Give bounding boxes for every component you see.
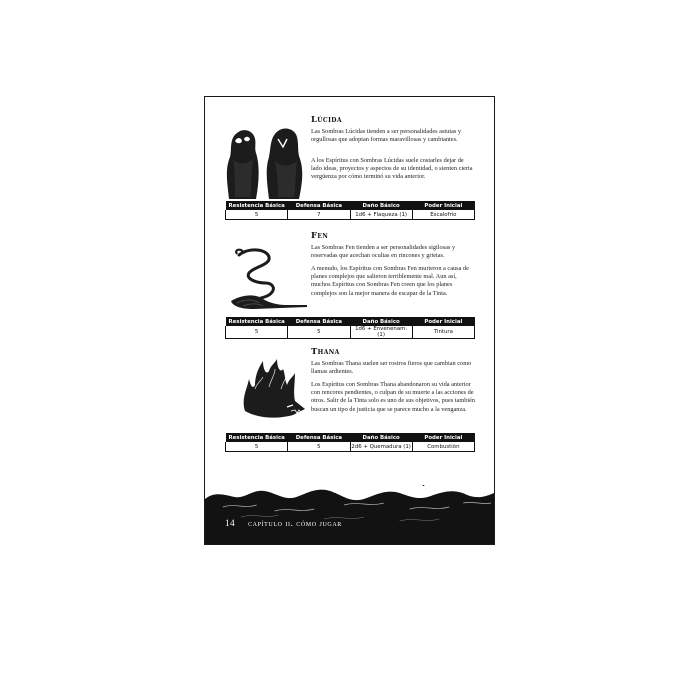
stat-value: Tintura xyxy=(412,326,474,339)
chapter-title: capítulo ii. cómo jugar xyxy=(248,518,342,528)
ink-wave-footer xyxy=(205,485,494,545)
coiled-serpent-illustration xyxy=(223,243,309,315)
book-page xyxy=(204,96,495,545)
page-footer xyxy=(225,518,342,528)
stats-table xyxy=(225,433,475,452)
stats-table xyxy=(225,201,475,220)
section-title: Thana xyxy=(311,346,340,356)
section-title: Lúcida xyxy=(311,114,342,124)
section-paragraph: A los Espíritus con Sombras Lúcidas suele costarles dejar de lado ideas, proyectos y aspectos de su identidad, o sienten cierta vergüenza por cómo terminó su vida anterior. xyxy=(311,157,473,181)
section-paragraph: Los Espíritus con Sombras Thana abandonaron su vida anterior con rencores pendientes, o culpan de su muerte a las acciones de otros. Salir de la Tinta solo es uno de sus objetivos, pues también buscan un tipo de justicia que se parece mucho a la venganza. xyxy=(311,381,476,413)
stat-value: 7 xyxy=(288,210,350,220)
section-paragraph: Las Sombras Lúcidas tienden a ser personalidades astutas y orgullosas que adoptan formas maravillosas y cambiantes. xyxy=(311,128,462,144)
stat-value: 2d6 + Quemadura (1) xyxy=(351,443,411,450)
stat-header: Defensa Básica xyxy=(288,317,350,326)
table-row xyxy=(226,442,475,452)
stat-header: Poder Inicial xyxy=(412,201,474,210)
stat-header: Defensa Básica xyxy=(288,201,350,210)
stat-header: Poder Inicial xyxy=(412,317,474,326)
stat-value: Combustión xyxy=(412,442,474,452)
stats-table xyxy=(225,317,475,339)
stat-value: 5 xyxy=(226,326,288,339)
page-number: 14 xyxy=(225,518,236,528)
stat-header: Daño Básico xyxy=(350,317,412,326)
stat-header: Resistencia Básica xyxy=(226,433,288,442)
stat-header: Daño Básico xyxy=(350,201,412,210)
stat-value: 5 xyxy=(288,442,350,452)
section-paragraph: A menudo, los Espíritus con Sombras Fen murieron a causa de planes complejos que salieron terriblemente mal. Aun así, muchos Espíritus con Sombras Fen creen que los planes complejos son la mejor manera de escapar de la Tinta. xyxy=(311,265,469,297)
stat-header: Resistencia Básica xyxy=(226,201,288,210)
table-row xyxy=(226,326,475,339)
section-paragraph: Las Sombras Thana suelen ser rostros fieros que cambian como llamas ardientes. xyxy=(311,360,472,376)
stat-header: Defensa Básica xyxy=(288,433,350,442)
stat-header: Poder Inicial xyxy=(412,433,474,442)
stat-value: 5 xyxy=(226,210,288,220)
stat-value: 5 xyxy=(226,442,288,452)
table-row xyxy=(226,210,475,220)
section-title: Fen xyxy=(311,230,329,240)
stat-value: Escalofrío xyxy=(412,210,474,220)
stat-value: 5 xyxy=(288,326,350,339)
stat-value: 1d6 + Flaqueza (1) xyxy=(350,210,412,220)
stat-value: 1d6 + Envenenam. (1) xyxy=(350,326,412,339)
two-hooded-figures-illustration xyxy=(223,125,307,199)
stat-header: Resistencia Básica xyxy=(226,317,288,326)
flaming-creature-illustration xyxy=(235,359,311,423)
stat-header: Daño Básico xyxy=(350,433,412,442)
section-paragraph: Las Sombras Fen tienden a ser personalidades sigilosas y reservadas que acechan ocultas en rincones y grietas. xyxy=(311,244,456,260)
